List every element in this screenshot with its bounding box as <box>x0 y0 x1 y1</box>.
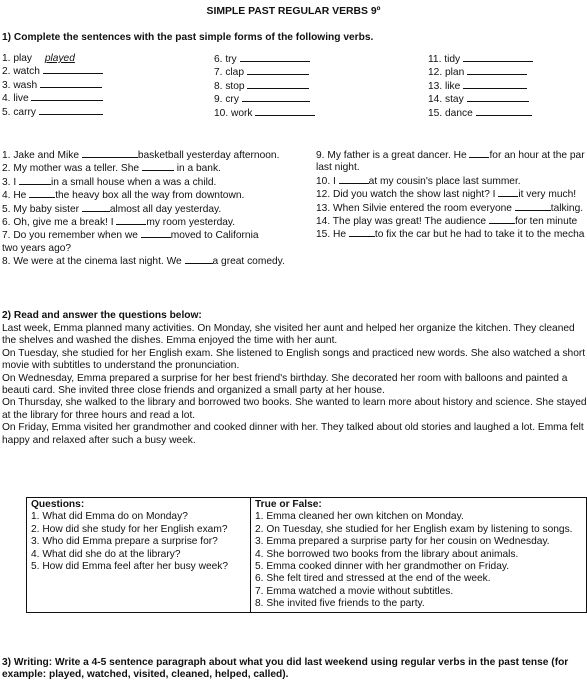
passage-paragraph: On Friday, Emma visited her grandmother and cooked dinner with her. They talked about old stories and laughed a lot. Emma felt happy and relaxed after such a busy week. <box>2 422 584 446</box>
sentence-item: last night. <box>316 162 360 174</box>
question-item: 2. How did she study for her English exam? <box>31 523 228 535</box>
sentence-item: 3. I in a small house when a was a child. <box>2 176 217 188</box>
section3-heading: 3) Writing: Write a 4-5 sentence paragraph about what you did last weekend using regular verbs in the past tense (for example: played, watched, visited, cleaned, helped, called). <box>2 657 569 681</box>
question-item: 5. How did Emma feel after her busy week? <box>31 561 229 573</box>
verb-item: 1. play played <box>2 53 103 65</box>
verb-item: 14. stay <box>428 93 533 106</box>
verb-item: 15. dance <box>428 107 533 120</box>
verb-item: 3. wash <box>2 79 103 92</box>
verb-item: 6. try <box>214 53 315 66</box>
passage-paragraph: On Thursday, she walked to the library and borrowed two books. She wanted to learn more about history and science. She stayed at the library for three hours and read a lot. <box>2 397 587 421</box>
questions-cell <box>27 498 251 613</box>
verb-item: 4. live <box>2 92 103 105</box>
sentence-item: 14. The play was great! The audience for ten minute <box>316 216 578 228</box>
verb-item: 9. cry <box>214 93 315 106</box>
verb-column-1 <box>2 53 103 119</box>
section1-heading: 1) Complete the sentences with the past simple forms of the following verbs. <box>2 32 374 43</box>
question-item: 4. What did she do at the library? <box>31 548 181 560</box>
true-false-item: 4. She borrowed two books from the library about animals. <box>255 548 519 560</box>
sentence-item: 1. Jake and Mike basketball yesterday afternoon. <box>2 150 280 161</box>
verb-item: 7. clap <box>214 66 315 79</box>
verb-item: 10. work <box>214 107 315 120</box>
verb-column-2 <box>214 53 315 120</box>
verb-item: 12. plan <box>428 66 533 79</box>
sentence-item: two years ago? <box>2 242 72 254</box>
passage-paragraph: On Tuesday, she studied for her English exam. She listened to English songs and practiced new words. She also watched a short movie with subtitles to understand the pronunciation. <box>2 347 586 372</box>
true-false-item: 6. She felt tired and stressed at the end of the week. <box>255 573 491 585</box>
question-item: 3. Who did Emma prepare a surprise for? <box>31 536 218 548</box>
passage-paragraph: On Wednesday, Emma prepared a surprise for her best friend's birthday. She decorated her room with balloons and painted a beauti card. She invited three close friends and organized a small party at her house. <box>2 372 568 397</box>
true-false-cell <box>251 498 587 613</box>
verb-item: 8. stop <box>214 80 315 93</box>
sentence-item: 12. Did you watch the show last night? I it very much! <box>316 189 577 201</box>
worksheet-title: SIMPLE PAST REGULAR VERBS 9º <box>206 6 381 17</box>
true-false-item: 3. Emma prepared a surprise party for her cousin on Wednesday. <box>255 536 550 548</box>
sentence-item: 5. My baby sister almost all day yesterday. <box>2 203 222 215</box>
questions-table <box>26 497 587 613</box>
passage-paragraph: Last week, Emma planned many activities. On Monday, she visited her aunt and helped her organize the kitchen. They cleaned the shelves and washed the dishes. Emma enjoyed the time with her aunt. <box>2 323 575 347</box>
sentence-item: 10. I at my cousin's place last summer. <box>316 175 521 187</box>
sentence-item: 9. My father is a great dancer. He for an hour at the par <box>316 150 585 161</box>
verb-item: 5. carry <box>2 106 103 119</box>
sentence-item: 8. We were at the cinema last night. We a great comedy. <box>2 256 285 268</box>
sentence-item: 4. He the heavy box all the way from downtown. <box>2 190 245 202</box>
sentences-left <box>2 149 285 269</box>
sentence-item: 13. When Silvie entered the room everyone talking. <box>316 202 584 214</box>
sentence-item: 6. Oh, give me a break! I my room yesterday. <box>2 217 236 229</box>
verb-item: 11. tidy <box>428 53 533 66</box>
verb-item: 2. watch <box>2 65 103 78</box>
question-item: 1. What did Emma do on Monday? <box>31 511 188 523</box>
verb-column-3 <box>428 53 533 120</box>
sentence-item: 7. Do you remember when we moved to California <box>2 230 259 242</box>
section2-heading: 2) Read and answer the questions below: <box>2 310 202 321</box>
true-false-item: 1. Emma cleaned her own kitchen on Monday. <box>255 511 464 523</box>
questions-heading: Questions: <box>31 499 85 510</box>
true-false-item: 2. On Tuesday, she studied for her English exam by listening to songs. <box>255 523 573 535</box>
verb-item: 13. like <box>428 80 533 93</box>
true-false-item: 7. Emma watched a movie without subtitles. <box>255 585 454 597</box>
sentences-right <box>316 149 585 242</box>
reading-passage <box>2 323 587 447</box>
true-false-item: 5. Emma cooked dinner with her grandmother on Friday. <box>255 561 510 573</box>
true-false-heading: True or False: <box>255 499 322 510</box>
sentence-item: 15. He to fix the car but he had to take it to the mecha <box>316 229 585 241</box>
true-false-item: 8. She invited five friends to the party. <box>255 598 425 610</box>
sentence-item: 2. My mother was a teller. She in a bank. <box>2 163 221 175</box>
example-answer: played <box>44 53 75 64</box>
